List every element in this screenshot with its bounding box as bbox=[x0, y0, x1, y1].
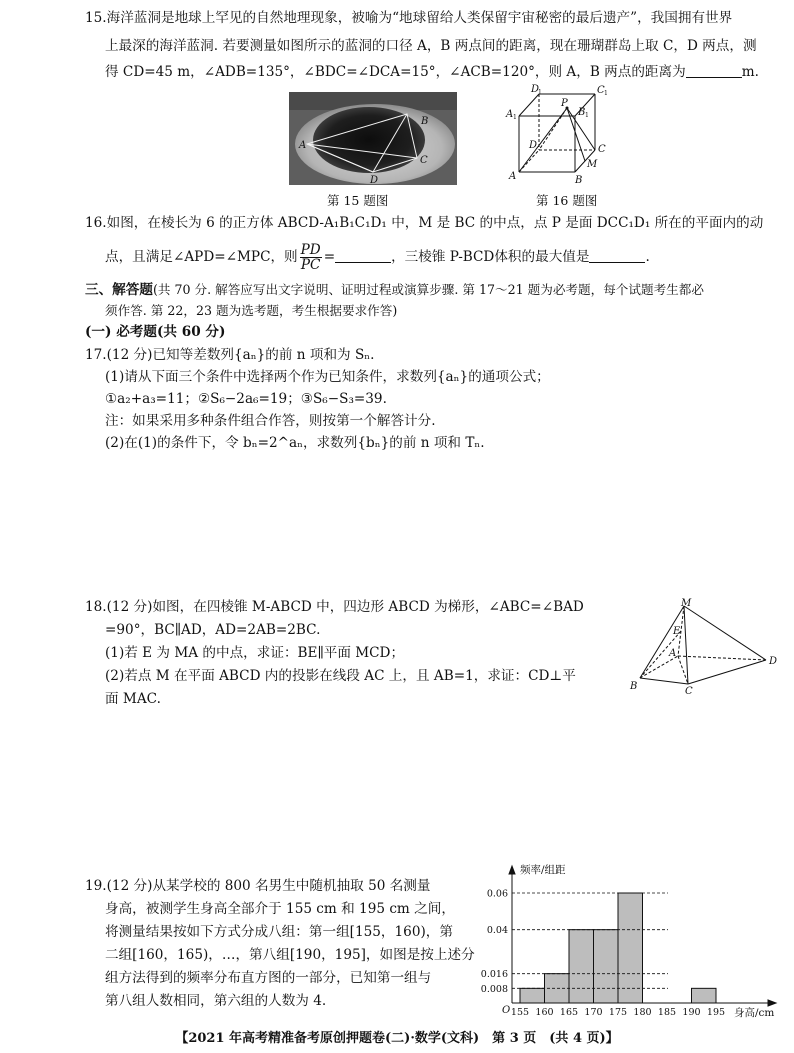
q16-text-line2a: 点，且满足∠APD=∠MPC，则 bbox=[105, 249, 298, 265]
section3-part1: (一) 必考题(共 60 分) bbox=[85, 324, 226, 340]
q17-number: 17. bbox=[85, 347, 107, 363]
q18-label-A: A bbox=[669, 648, 677, 659]
histogram-y-tick-0.008: 0.008 bbox=[480, 983, 508, 995]
q15-figure-caption: 第 15 题图 bbox=[327, 193, 389, 208]
histogram-x-tick-155: 155 bbox=[510, 1007, 530, 1018]
q16-label-P: P bbox=[561, 98, 568, 109]
q19-text-line4: 二组[160，165)，…，第八组[190，195]，如图是按上述分 bbox=[105, 947, 475, 963]
q16-equals: = bbox=[323, 249, 336, 265]
q15-text-line1: 海洋蓝洞是地球上罕见的自然地理现象，被喻为“地球留给人类保留宇宙秘密的最后遗产”，我国拥有世界 bbox=[106, 10, 733, 26]
histogram-origin: O bbox=[502, 1005, 511, 1016]
q15-label-C: C bbox=[420, 155, 428, 166]
histogram-x-tick-195: 195 bbox=[706, 1007, 726, 1018]
q18-pyramid-figure bbox=[626, 598, 784, 694]
q19-text-line6: 第八组人数相同，第六组的人数为 4. bbox=[105, 993, 327, 1009]
q15-text-line3: 得 CD=45 m，∠ADB=135°，∠BDC=∠DCA=15°，∠ACB=120°，则 A，B 两点的距离为 bbox=[105, 64, 686, 80]
q19-number: 19. bbox=[85, 878, 107, 894]
q16-label-D1: D bbox=[531, 84, 540, 95]
section3-line1 bbox=[85, 280, 704, 300]
q17-line1 bbox=[85, 345, 375, 365]
histogram-x-label: 身高/cm bbox=[734, 1007, 775, 1019]
q16-label-D1-sub: 1 bbox=[538, 89, 542, 96]
q17-text-line4: 注：如果采用多种条件组合作答，则按第一个解答计分. bbox=[105, 413, 436, 429]
q15-label-B: B bbox=[421, 116, 429, 127]
q18-text-line3: (1)若 E 为 MA 的中点，求证：BE∥平面 MCD； bbox=[105, 645, 405, 661]
q15-line3 bbox=[105, 62, 759, 82]
q17-text-line5: (2)在(1)的条件下，令 bₙ=2^aₙ，求数列{bₙ}的前 n 项和 Tₙ. bbox=[105, 435, 485, 451]
q18-line1 bbox=[85, 597, 584, 617]
q16-label-C1-sub: 1 bbox=[604, 90, 608, 97]
histogram-x-tick-165: 165 bbox=[559, 1007, 579, 1018]
q16-text-line2c: ，三棱锥 P-BCD体积的最大值是 bbox=[391, 249, 590, 265]
q18-text-line1: (12 分)如图，在四棱锥 M-ABCD 中，四边形 ABCD 为梯形，∠ABC=∠BAD bbox=[106, 599, 584, 615]
q16-answer-blank-1[interactable] bbox=[335, 248, 391, 263]
q15-answer-blank[interactable] bbox=[686, 63, 742, 78]
q18-number: 18. bbox=[85, 599, 107, 615]
histogram-x-tick-170: 170 bbox=[584, 1007, 603, 1018]
q15-label-A: A bbox=[299, 140, 307, 151]
q15-number: 15. bbox=[85, 10, 107, 26]
histogram-x-tick-190: 190 bbox=[682, 1007, 701, 1018]
histogram-bar-190-195 bbox=[692, 988, 717, 1003]
q16-label-C: C bbox=[598, 144, 606, 155]
q16-answer-blank-2[interactable] bbox=[589, 248, 645, 263]
q16-label-A1-sub: 1 bbox=[513, 114, 517, 121]
q16-period: . bbox=[645, 249, 650, 265]
q16-label-M: M bbox=[587, 159, 598, 170]
q16-label-D: D bbox=[529, 140, 538, 151]
histogram-bar-165-170 bbox=[569, 930, 594, 1003]
q16-label-B: B bbox=[575, 175, 583, 186]
x-axis-arrow bbox=[768, 1000, 776, 1006]
q17-text-line1: (12 分)已知等差数列{aₙ}的前 n 项和为 Sₙ. bbox=[106, 347, 375, 363]
q16-fraction-numerator: PD bbox=[300, 242, 321, 258]
histogram-bar-170-175 bbox=[594, 930, 619, 1003]
histogram-y-label: 频率/组距 bbox=[520, 864, 566, 876]
q19-text-line1: (12 分)从某学校的 800 名男生中随机抽取 50 名测量 bbox=[106, 878, 431, 894]
q16-fraction bbox=[300, 243, 322, 272]
histogram-y-tick-0.06: 0.06 bbox=[486, 888, 508, 900]
q15-text-line2: 上最深的海洋蓝洞. 若要测量如图所示的蓝洞的口径 A，B 两点间的距离，现在珊瑚群岛上取 C，D 两点，测 bbox=[105, 38, 757, 54]
q15-label-D: D bbox=[370, 175, 379, 185]
q16-label-A: A bbox=[509, 171, 517, 182]
histogram-x-tick-180: 180 bbox=[633, 1007, 652, 1018]
q16-line1 bbox=[85, 213, 763, 233]
q16-fraction-denominator: PC bbox=[300, 257, 321, 273]
q16-label-C1: C bbox=[597, 85, 605, 96]
q18-label-E: E bbox=[673, 626, 681, 637]
q16-label-A1: A bbox=[506, 109, 514, 120]
q15-unit: m. bbox=[741, 64, 759, 80]
histogram-x-tick-185: 185 bbox=[657, 1007, 677, 1018]
height-histogram bbox=[468, 862, 786, 1020]
q16-number: 16. bbox=[85, 215, 107, 231]
q17-text-line2: (1)请从下面三个条件中选择两个作为已知条件，求数列{aₙ}的通项公式； bbox=[105, 369, 550, 385]
q19-line1 bbox=[85, 876, 430, 896]
y-axis-arrow bbox=[509, 866, 515, 874]
q18-text-line2: =90°，BC∥AD，AD=2AB=2BC. bbox=[105, 622, 321, 638]
q18-text-line5: 面 MAC. bbox=[105, 691, 161, 707]
section3-desc-line2: 须作答. 第 22，23 题为选考题，考生根据要求作答) bbox=[105, 303, 398, 318]
q19-text-line3: 将测量结果按如下方式分成八组：第一组[155，160)，第 bbox=[105, 924, 453, 940]
page-footer: 【2021 年高考精准备考原创押题卷(二)·数学(文科) 第 3 页 (共 4 页)】 bbox=[175, 1031, 619, 1046]
section3-desc-line1: (共 70 分. 解答应写出文字说明、证明过程或演算步骤. 第 17～21 题为必考题，每个试题考生都必 bbox=[152, 282, 704, 297]
histogram-x-tick-175: 175 bbox=[608, 1007, 628, 1018]
q19-text-line2: 身高，被测学生身高全部介于 155 cm 和 195 cm 之间， bbox=[105, 901, 455, 917]
blue-hole-photo-drawing bbox=[289, 92, 457, 185]
q15-line1 bbox=[85, 8, 732, 28]
blue-hole-photo bbox=[289, 92, 457, 185]
q19-text-line5: 组方法得到的频率分布直方图的一部分，已知第一组与 bbox=[105, 970, 432, 986]
q16-label-B1-sub: 1 bbox=[585, 112, 589, 119]
q16-line2 bbox=[105, 242, 650, 272]
q16-text-line1: 如图，在棱长为 6 的正方体 ABCD-A₁B₁C₁D₁ 中，M 是 BC 的中点，点 P 是面 DCC₁D₁ 所在的平面内的动 bbox=[106, 215, 764, 231]
histogram-y-tick-0.016: 0.016 bbox=[480, 969, 508, 981]
q18-text-line4: (2)若点 M 在平面 ABCD 内的投影在线段 AC 上，且 AB=1，求证：CD⊥平 bbox=[105, 668, 576, 684]
histogram-x-tick-160: 160 bbox=[535, 1007, 554, 1018]
q16-cube-figure bbox=[505, 84, 615, 188]
histogram-bar-175-180 bbox=[618, 893, 643, 1003]
q18-label-M: M bbox=[681, 598, 692, 609]
q16-figure-caption: 第 16 题图 bbox=[536, 193, 598, 208]
histogram-y-tick-0.04: 0.04 bbox=[486, 925, 508, 937]
q18-label-B: B bbox=[630, 681, 638, 692]
histogram-bar-155-160 bbox=[520, 988, 545, 1003]
q17-text-line3: ①a₂+a₃=11；②S₆−2a₆=19；③S₆−S₃=39. bbox=[105, 391, 387, 407]
section3-title: 三、解答题 bbox=[85, 282, 153, 298]
q18-label-C: C bbox=[685, 686, 693, 694]
q16-label-B1: B bbox=[578, 107, 586, 118]
q18-label-D: D bbox=[769, 656, 778, 667]
